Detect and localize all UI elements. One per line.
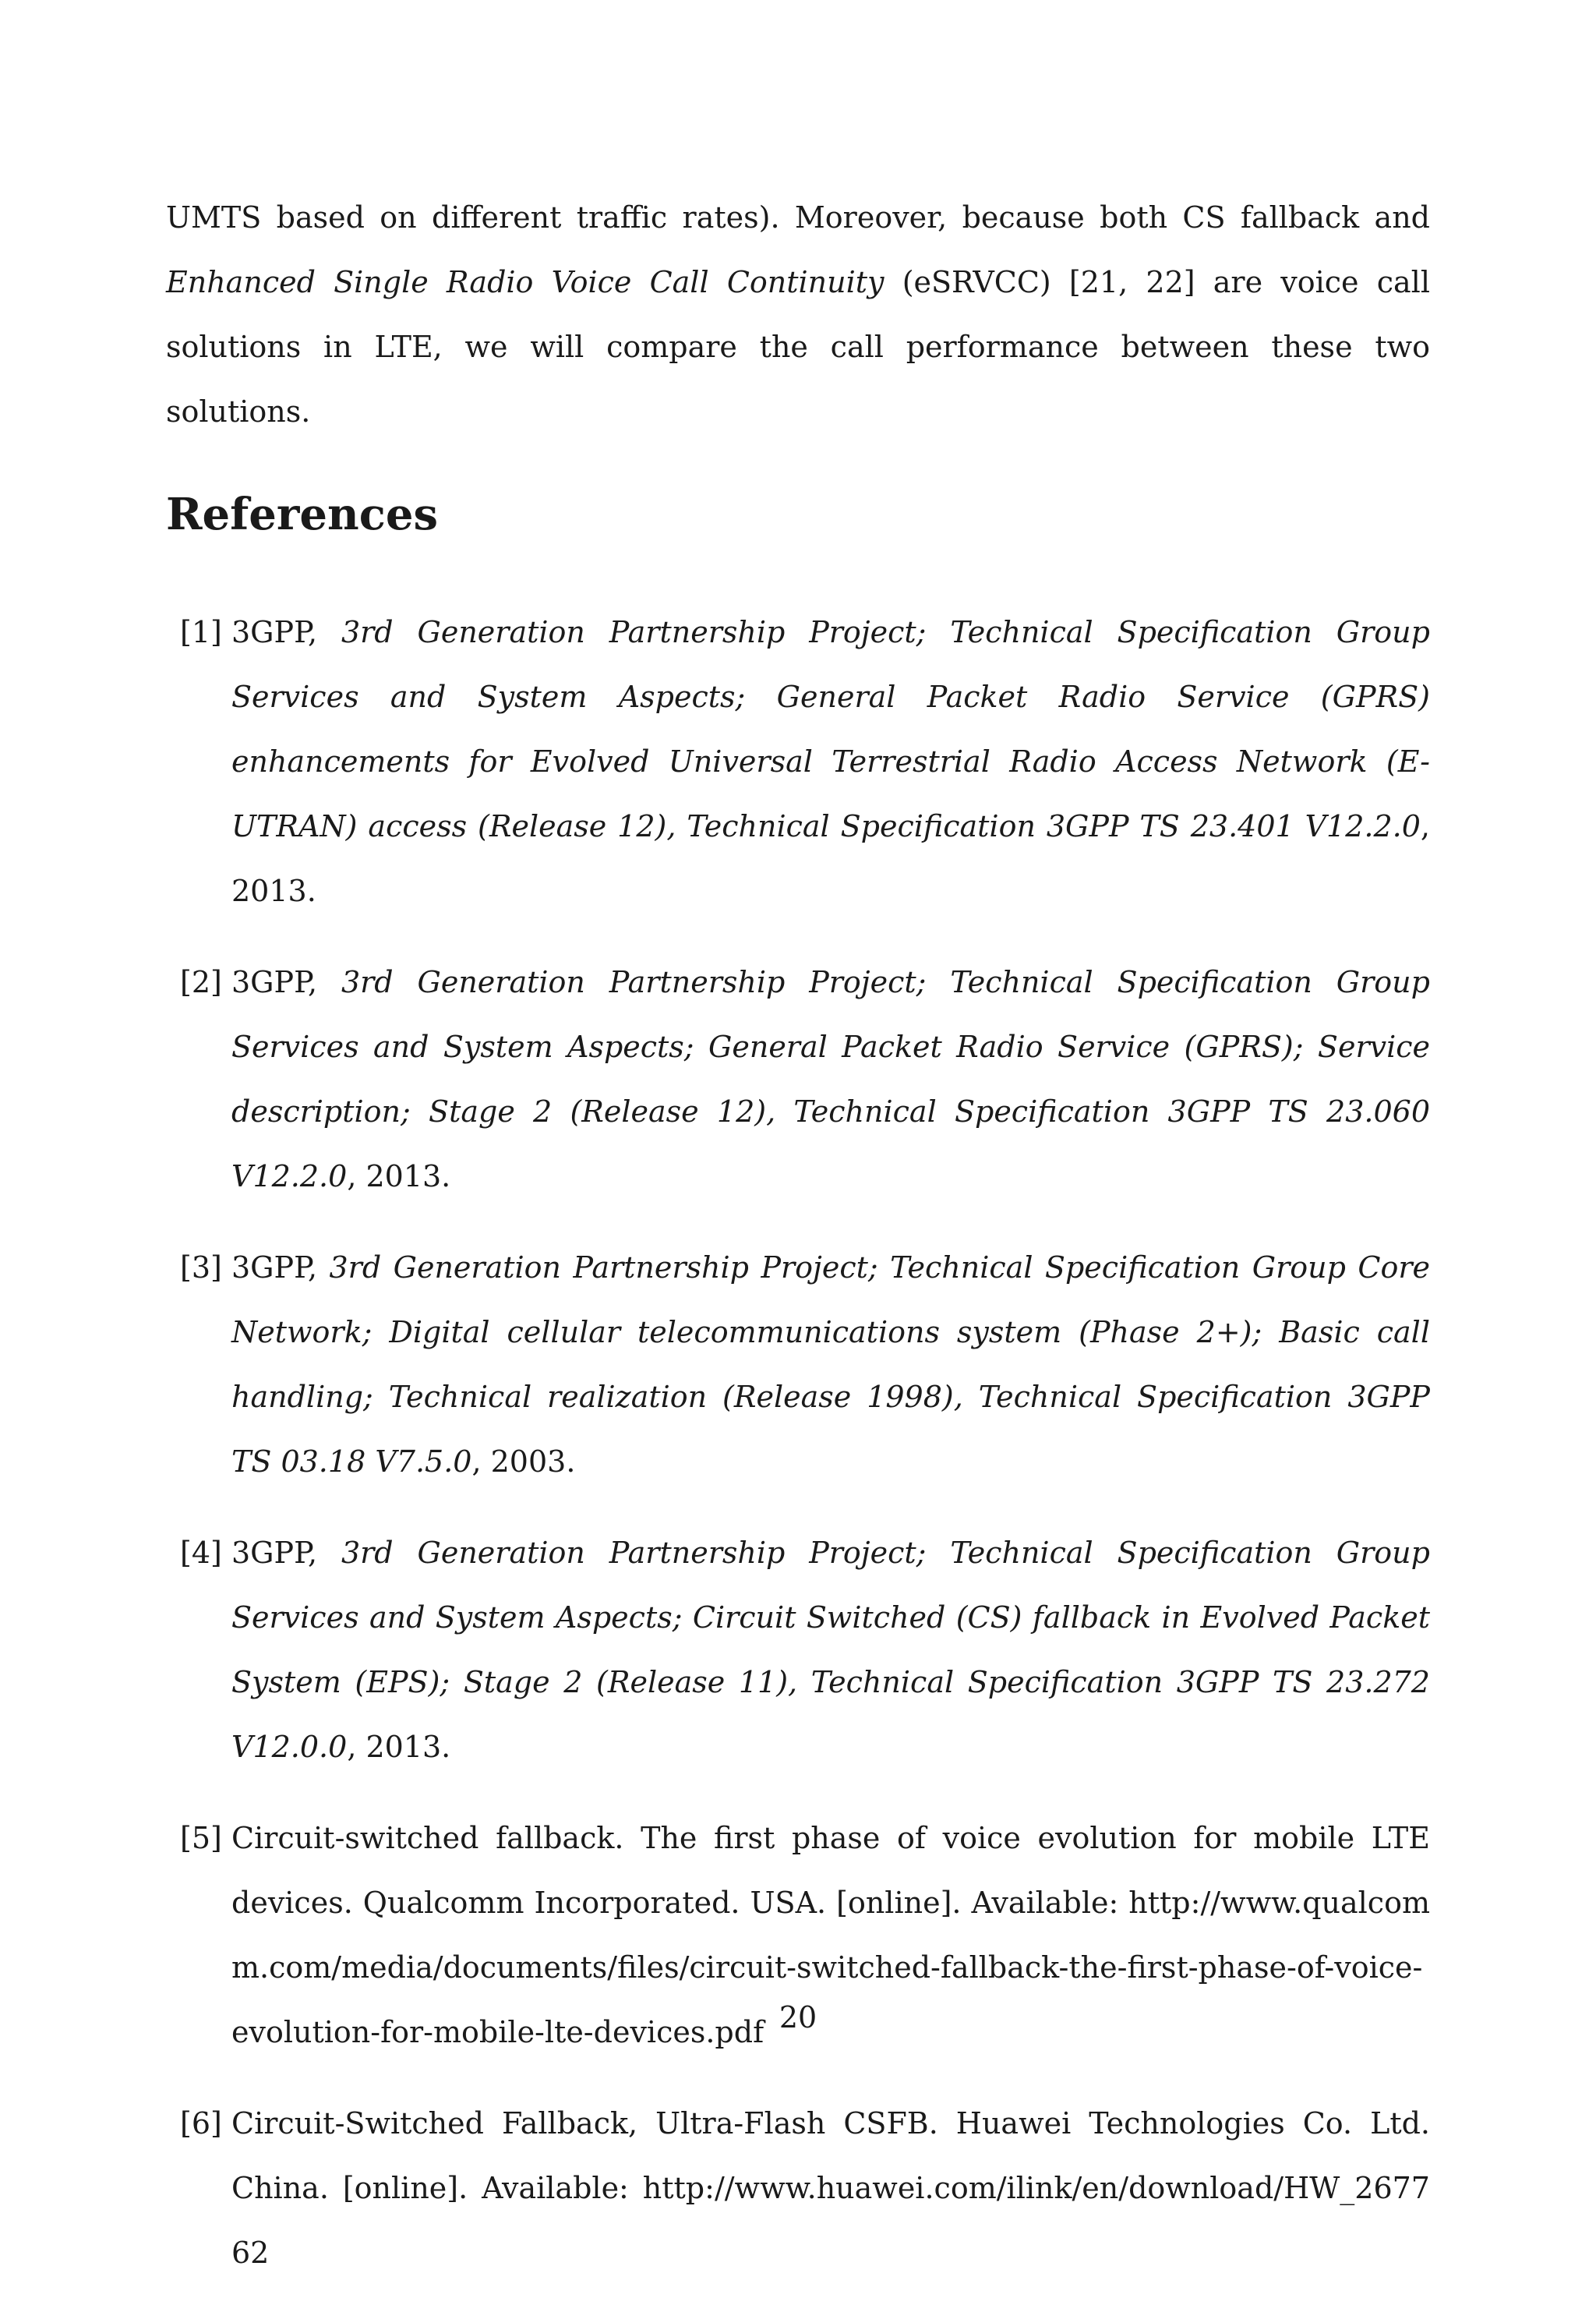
- reference-year: , 2013.: [347, 1159, 451, 1193]
- reference-url[interactable]: http://www.qualcomm.com/media/documents/files/circuit-switched-fallback-the-first-phase-of-voice-evolution-for-mobile-lte-devices.pdf: [231, 1886, 1430, 2049]
- reference-text: Circuit-Switched Fallback, Ultra-Flash CSFB. Huawei Technologies Co. Ltd. China. [online]. Available:: [231, 2106, 1430, 2205]
- reference-author: 3GPP,: [231, 965, 341, 999]
- reference-year: , 2013.: [347, 1730, 451, 1764]
- reference-title: 3rd Generation Partnership Project; Technical Specification Group Services and System Aspects; Circuit Switched (CS) fallback in Evolved Packet System (EPS); Stage 2 (Release 11), Technical Specification 3GPP TS 23.272 V12.0.0: [231, 1536, 1430, 1764]
- reference-item-1: [166, 600, 1430, 924]
- reference-item-4: [166, 1521, 1430, 1780]
- reference-year: , 2013.: [231, 809, 1430, 908]
- reference-author: 3GPP,: [231, 1536, 341, 1570]
- reference-title: 3rd Generation Partnership Project; Technical Specification Group Services and System Aspects; General Packet Radio Service (GPRS); Service description; Stage 2 (Release 12), Technical Specification 3GPP TS 23.060 V12.2.0: [231, 965, 1430, 1193]
- reference-item-6: [166, 2091, 1430, 2285]
- reference-item-2: [166, 950, 1430, 1209]
- references-heading: References: [166, 489, 438, 540]
- reference-number: [6]: [180, 2106, 222, 2141]
- reference-url[interactable]: http://www.huawei.com/ilink/en/download/HW_267762: [231, 2171, 1430, 2270]
- reference-list: [166, 600, 1430, 2312]
- reference-title: 3rd Generation Partnership Project; Technical Specification Group Core Network; Digital cellular telecommunications system (Phase 2+); Basic call handling; Technical realization (Release 1998), Technical Specification 3GPP TS 03.18 V7.5.0: [231, 1250, 1430, 1479]
- reference-number: [2]: [180, 965, 222, 999]
- reference-item-3: [166, 1236, 1430, 1494]
- reference-title: 3rd Generation Partnership Project; Technical Specification Group Services and System Aspects; General Packet Radio Service (GPRS) enhancements for Evolved Universal Terrestrial Radio Access Network (E-UTRAN) access (Release 12), Technical Specification 3GPP TS 23.401 V12.2.0: [231, 615, 1430, 843]
- intro-text-1: UMTS based on different traffic rates). Moreover, because both CS fallback and: [166, 200, 1430, 235]
- reference-author: 3GPP,: [231, 1250, 330, 1285]
- reference-number: [4]: [180, 1536, 222, 1570]
- intro-text-2: (eSRVCC) [21, 22] are voice call solutions in LTE, we will compare the call performance between these two solutions.: [166, 265, 1430, 429]
- reference-number: [3]: [180, 1250, 222, 1285]
- page-number: 20: [779, 2000, 817, 2034]
- intro-italic-term: Enhanced Single Radio Voice Call Continuity: [166, 265, 885, 299]
- reference-year: , 2003.: [471, 1444, 576, 1479]
- intro-paragraph: [166, 186, 1430, 444]
- reference-text: Circuit-switched fallback. The first phase of voice evolution for mobile LTE devices. Qualcomm Incorporated. USA. [online]. Available:: [231, 1821, 1430, 1920]
- reference-author: 3GPP,: [231, 615, 341, 649]
- reference-number: [5]: [180, 1821, 222, 1855]
- reference-number: [1]: [180, 615, 222, 649]
